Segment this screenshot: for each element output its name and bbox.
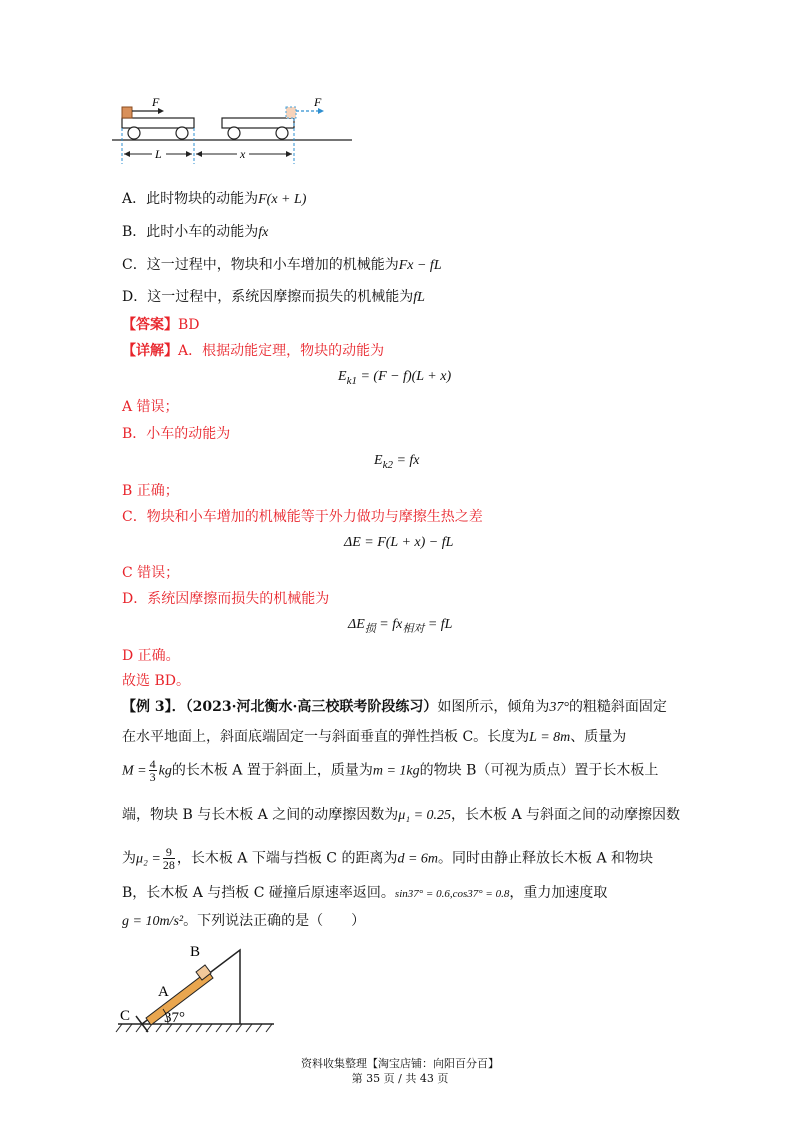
option-a: A．此时物块的动能为F(x + L) bbox=[122, 191, 307, 207]
equation-delta-e: ΔE = F(L + x) − fL bbox=[344, 535, 454, 550]
answer-line: 【答案】BD bbox=[122, 317, 200, 333]
detail-a: 【详解】A．根据动能定理，物块的动能为 bbox=[122, 343, 385, 359]
detail-a-result: A 错误； bbox=[122, 399, 179, 415]
wheel bbox=[276, 127, 288, 139]
equation-ek1: $E_{k1} = (F - f)(L + x)$ bbox=[338, 369, 452, 387]
detail-b: B．小车的动能为 bbox=[122, 426, 231, 442]
footer-source: 资料收集整理【淘宝店铺：向阳百分百】 bbox=[301, 1057, 499, 1070]
example3-line7: g = 10m/s²。下列说法正确的是（ ） bbox=[122, 913, 366, 929]
displacement-label: x bbox=[240, 147, 246, 161]
equation-delta-e-loss: $\Delta E_损 = fx_{相对}$ = fL bbox=[348, 617, 453, 635]
label-b: B bbox=[190, 944, 201, 960]
option-b: B．此时小车的动能为fx bbox=[122, 224, 269, 240]
example3-line3: M = $\frac{4}{3}$ kg的长木板 A 置于斜面上，质量为m = 1kg的物块 B（可视为质点）置于长木板上 bbox=[122, 757, 659, 784]
block-right bbox=[286, 107, 296, 118]
cart-left bbox=[122, 118, 194, 128]
example3-line2: 在水平地面上，斜面底端固定一与斜面垂直的弹性挡板 C。长度为L = 8m、质量为 bbox=[122, 729, 627, 745]
mass-fraction: $\frac{4}{3}$ bbox=[149, 757, 156, 784]
label-c: C bbox=[120, 1008, 131, 1024]
length-label: L bbox=[155, 147, 162, 161]
detail-b-result: B 正确； bbox=[122, 483, 179, 499]
wheel bbox=[228, 127, 240, 139]
detail-d-result: D 正确。 bbox=[122, 648, 180, 664]
equation-ek2: $E_{k2}$ = fx bbox=[374, 453, 420, 471]
cart-right bbox=[222, 118, 294, 128]
option-d: D．这一过程中，系统因摩擦而损失的机械能为fL bbox=[122, 289, 425, 305]
detail-c-result: C 错误； bbox=[122, 565, 180, 581]
block-left bbox=[122, 107, 132, 118]
option-c: C．这一过程中，物块和小车增加的机械能为Fx − fL bbox=[122, 257, 442, 273]
example3-line5: 为μ₂ = $\frac{9}{28}$ ，长木板 A 下端与挡板 C 的距离为d = 6m。同时由静止释放长木板 A 和物块 bbox=[122, 845, 654, 872]
detail-d: D．系统因摩擦而损失的机械能为 bbox=[122, 591, 330, 607]
example3-line4: 端，物块 B 与长木板 A 之间的动摩擦因数为μ₁ = 0.25，长木板 A 与斜面之间的动摩擦因数 bbox=[122, 807, 681, 823]
example3-line1: 【例 3】．（2023·河北衡水·高三校联考阶段练习）如图所示，倾角为37°的粗糙斜面固定 bbox=[122, 699, 667, 715]
incline-diagram bbox=[112, 938, 282, 1036]
force-label-right: F bbox=[314, 95, 322, 109]
wheel bbox=[176, 127, 188, 139]
cart-block-diagram bbox=[112, 92, 362, 172]
label-a: A bbox=[158, 984, 169, 1000]
detail-conclusion: 故选 BD。 bbox=[122, 673, 190, 689]
example3-line6: B，长木板 A 与挡板 C 碰撞后原速率返回。sin37° = 0.6,cos37° = 0.8，重力加速度取 bbox=[122, 885, 608, 901]
footer-page-number: 第 35 页 / 共 43 页 bbox=[351, 1072, 449, 1085]
label-angle: 37° bbox=[164, 1010, 185, 1026]
wheel bbox=[128, 127, 140, 139]
detail-c: C．物块和小车增加的机械能等于外力做功与摩擦生热之差 bbox=[122, 509, 483, 525]
mu2-fraction: $\frac{9}{28}$ bbox=[162, 845, 175, 872]
force-label-left: F bbox=[152, 95, 160, 109]
